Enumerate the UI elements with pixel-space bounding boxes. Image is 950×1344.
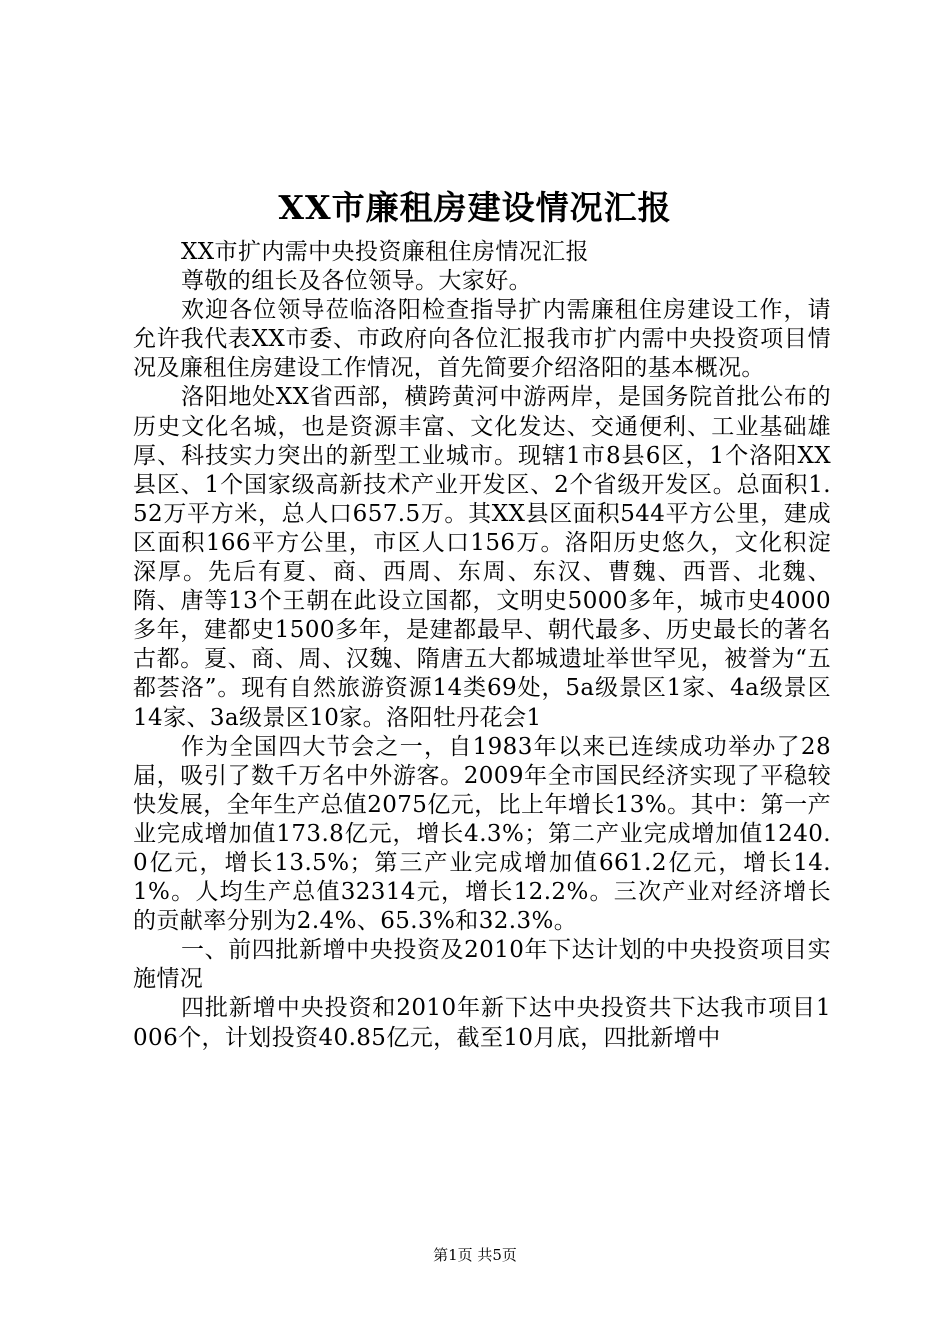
document-body (133, 238, 831, 1053)
paragraph-city-overview: 洛阳地处XX省西部，横跨黄河中游两岸，是国务院首批公布的历史文化名城，也是资源丰富、文化发达、交通便利、工业基础雄厚、科技实力突出的新型工业城市。现辖1市8县6区，1个洛阳XX县区、1个国家级高新技术产业开发区、2个省级开发区。总面积1.52万平方米，总人口657.5万。其XX县区面积544平方公里，建成区面积166平方公里，市区人口156万。洛阳历史悠久，文化积淀深厚。先后有夏、商、西周、东周、东汉、曹魏、西晋、北魏、隋、唐等13个王朝在此设立国都，文明史5000多年，城市史4000多年，建都史1500多年，是建都最早、朝代最多、历史最长的著名古都。夏、商、周、汉魏、隋唐五大都城遗址举世罕见，被誉为“五都荟洛”。现有自然旅游资源14类69处，5a级景区1家、4a级景区14家、3a级景区10家。洛阳牡丹花会1 (133, 384, 831, 731)
section-heading-1: 一、前四批新增中央投资及2010年下达计划的中央投资项目实施情况 (133, 937, 831, 993)
paragraph-investment: 四批新增中央投资和2010年新下达中央投资共下达我市项目1006个，计划投资40.85亿元，截至10月底，四批新增中 (133, 995, 831, 1051)
paragraph-subtitle: XX市扩内需中央投资廉租住房情况汇报 (181, 239, 589, 265)
page-footer: 第1页 共5页 (433, 1246, 517, 1264)
document-title: XX市廉租房建设情况汇报 (278, 188, 672, 227)
paragraph-economy: 作为全国四大节会之一，自1983年以来已连续成功举办了28届，吸引了数千万名中外游客。2009年全市国民经济实现了平稳较快发展，全年生产总值2075亿元，比上年增长13%。其中：第一产业完成增加值173.8亿元，增长4.3%；第二产业完成增加值1240.0亿元，增长13.5%；第三产业完成增加值661.2亿元，增长14.1%。人均生产总值32314元，增长12.2%。三次产业对经济增长的贡献率分别为2.4%、65.3%和32.3%。 (133, 733, 831, 935)
paragraph-greeting: 尊敬的组长及各位领导。大家好。 (181, 268, 532, 295)
paragraph-welcome: 欢迎各位领导莅临洛阳检查指导扩内需廉租住房建设工作，请允许我代表XX市委、市政府向各位汇报我市扩内需中央投资项目情况及廉租住房建设工作情况，首先简要介绍洛阳的基本概况。 (133, 297, 831, 382)
